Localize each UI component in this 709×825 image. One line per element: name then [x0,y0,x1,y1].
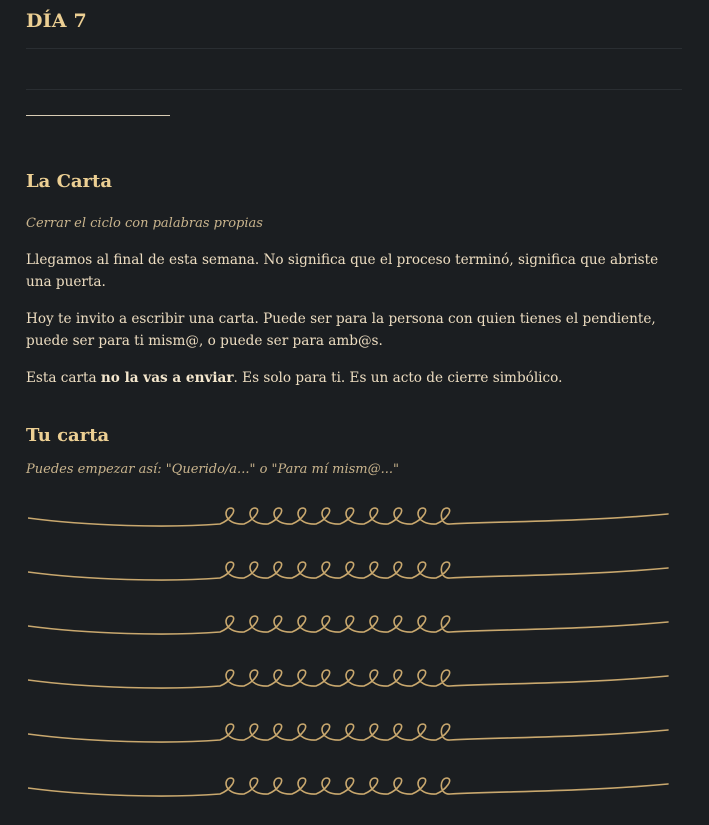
writing-line [28,562,668,580]
writing-line [28,616,668,634]
letter-section-title: La Carta [26,171,113,192]
letter-writing-area[interactable] [28,500,676,810]
letter-section-subtitle: Cerrar el ciclo con palabras propias [26,216,263,231]
paragraph-3-text-after: . Es solo para ti. Es un acto de cierre simbólico. [233,370,563,386]
section-separator [26,115,170,116]
intro-paragraph-2: Hoy te invito a escribir una carta. Puede ser para la persona con quien tienes el pendiente, puede ser para ti mism@, o puede ser para amb@s. [26,311,656,349]
writing-line [28,724,668,742]
intro-paragraph-1: Llegamos al final de esta semana. No significa que el proceso terminó, significa que abriste una puerta. [26,252,659,290]
paragraph-3-emphasis: no la vas a enviar [100,370,234,386]
your-letter-title: Tu carta [26,425,110,446]
your-letter-hint: Puedes empezar así: "Querido/a..." o "Para mí mism@..." [26,462,399,477]
writing-line [28,778,668,796]
intro-paragraph-3 [26,367,682,389]
day-title: DÍA 7 [26,10,87,32]
header-divider-bottom [26,89,682,90]
paragraph-3-text-before: Esta carta [26,370,101,386]
writing-line [28,670,668,688]
header-divider-top [26,48,682,49]
writing-line [28,508,668,526]
letter-lines-drawing [28,500,676,810]
